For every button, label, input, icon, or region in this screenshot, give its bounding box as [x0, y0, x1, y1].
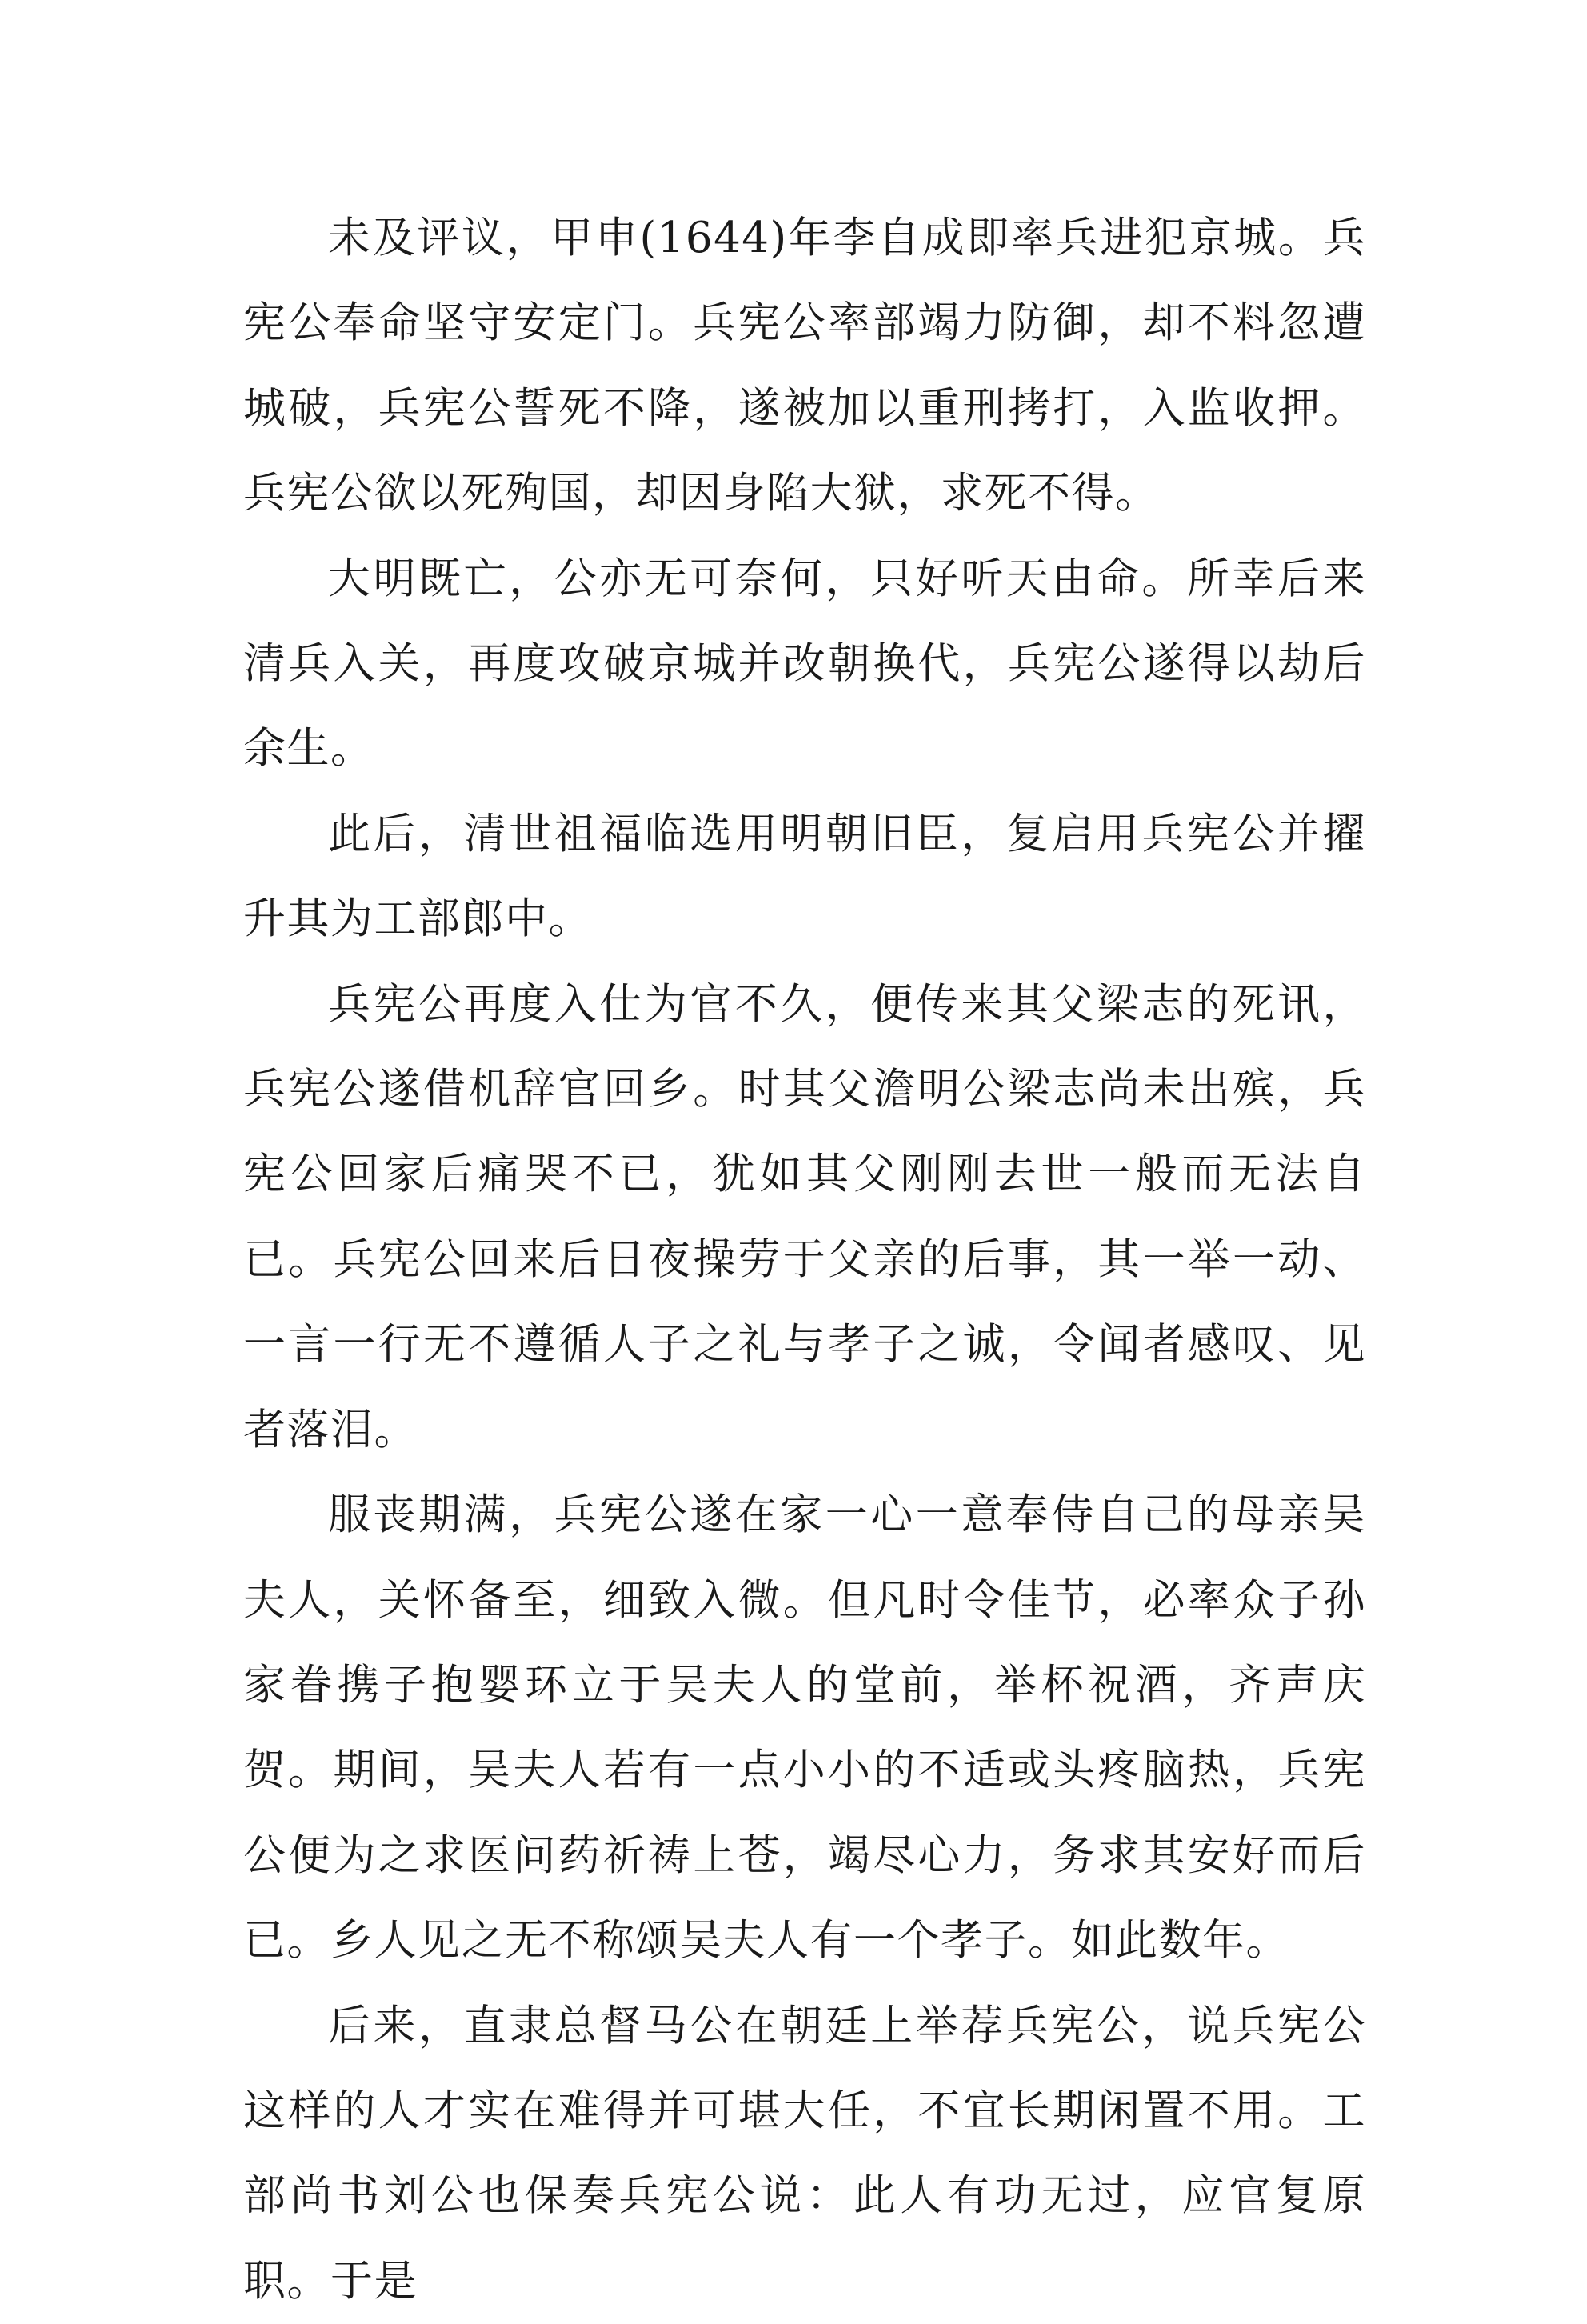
body-text: [243, 196, 1366, 2324]
paragraph-2: 大明既亡，公亦无可奈何，只好听天由命。所幸后来清兵入关，再度攻破京城并改朝换代，兵宪公遂得以劫后余生。: [243, 554, 1366, 774]
paragraph-3: 此后，清世祖福临选用明朝旧臣，复启用兵宪公并擢升其为工部郎中。: [243, 809, 1366, 944]
paragraph-4: 兵宪公再度入仕为官不久，便传来其父梁志的死讯，兵宪公遂借机辞官回乡。时其父澹明公梁志尚未出殡，兵宪公回家后痛哭不已，犹如其父刚刚去世一般而无法自已。兵宪公回来后日夜操劳于父亲的后事，其一举一动、一言一行无不遵循人子之礼与孝子之诚，令闻者感叹、见者落泪。: [243, 979, 1366, 1454]
paragraph-1: 未及评议，甲申(1644)年李自成即率兵进犯京城。兵宪公奉命坚守安定门。兵宪公率部竭力防御，却不料忽遭城破，兵宪公誓死不降，遂被加以重刑拷打，入监收押。兵宪公欲以死殉国，却因身陷大狱，求死不得。: [243, 214, 1366, 518]
paragraph-5: 服丧期满，兵宪公遂在家一心一意奉侍自己的母亲吴夫人，关怀备至，细致入微。但凡时令佳节，必率众子孙家眷携子抱婴环立于吴夫人的堂前，举杯祝酒，齐声庆贺。期间，吴夫人若有一点小小的不适或头疼脑热，兵宪公便为之求医问药祈祷上苍，竭尽心力，务求其安好而后已。乡人见之无不称颂吴夫人有一个孝子。如此数年。: [243, 1490, 1366, 1966]
paragraph-6: 后来，直隶总督马公在朝廷上举荐兵宪公，说兵宪公这样的人才实在难得并可堪大任，不宜长期闲置不用。工部尚书刘公也保奏兵宪公说：此人有功无过，应官复原职。于是: [243, 2001, 1366, 2306]
